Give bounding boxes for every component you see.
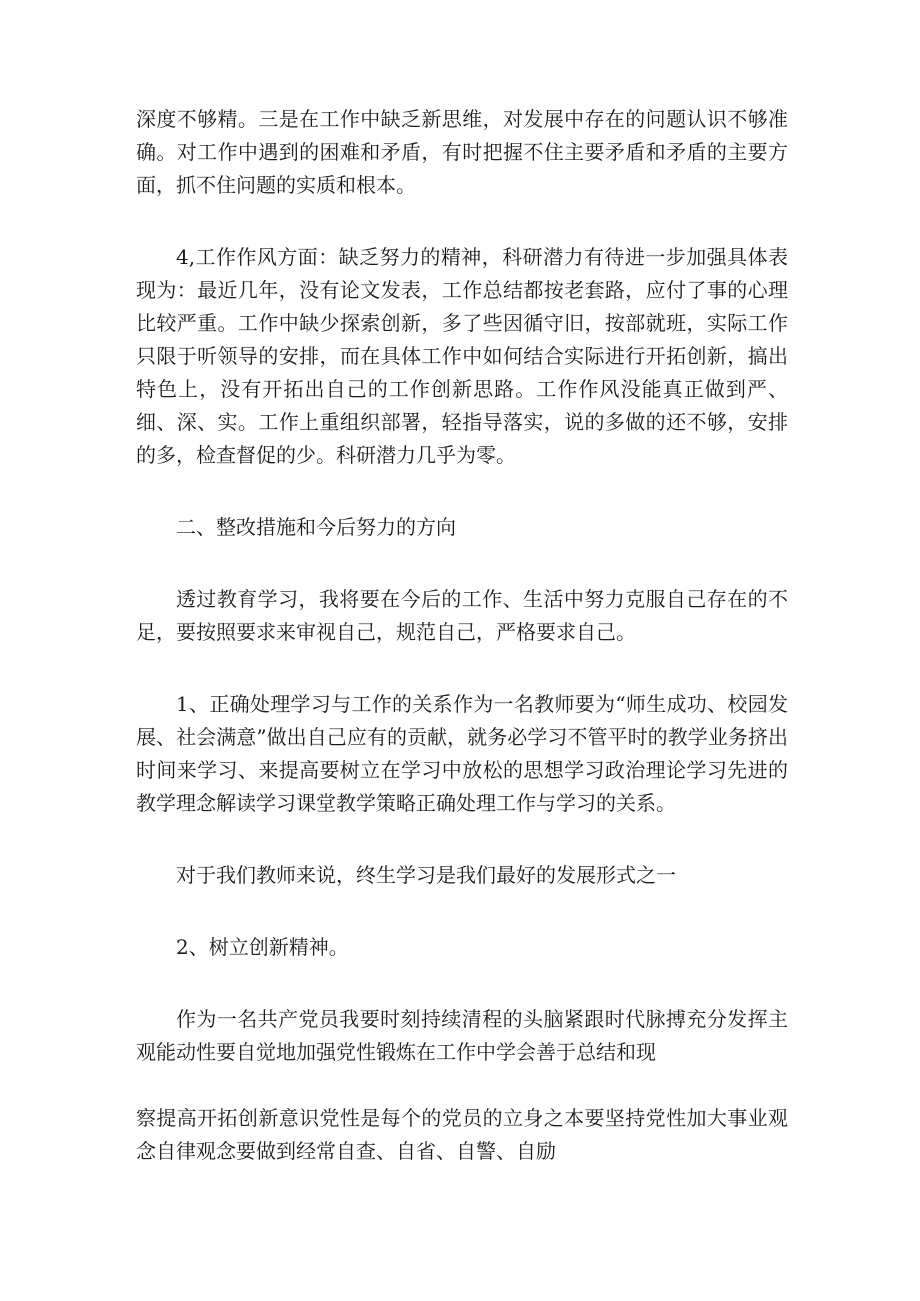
paragraph-study-work-relation: 1、正确处理学习与工作的关系作为一名教师要为“师生成功、校园发展、社会满意”做出自己应有的贡献，就务必学习不管平时的教学业务挤出时间来学习、来提高要树立在学习中放松的思想学习政治理论学习先进的教学理念解读学习课堂教学策略正确处理工作与学习的关系。 (136, 692, 788, 815)
paragraph-party-member: 作为一名共产党员我要时刻持续清程的头脑紧跟时代脉搏充分发挥主观能动性要自觉地加强党性锻炼在工作中学会善于总结和现 (136, 1007, 788, 1064)
paragraph-innovation-heading: 2、树立创新精神。 (176, 935, 349, 959)
section-heading-rectification: 二、整改措施和今后努力的方向 (176, 515, 456, 539)
paragraph-continuation: 深度不够精。三是在工作中缺乏新思维，对发展中存在的问题认识不够准确。对工作中遇到的困难和矛盾，有时把握不住主要矛盾和矛盾的主要方面，抓不住问题的实质和根本。 (136, 107, 788, 197)
paragraph-party-spirit: 察提高开拓创新意识党性是每个的党员的立身之本要坚持党性加大事业观念自律观念要做到经常自查、自省、自警、自励 (136, 1106, 788, 1163)
paragraph-lifelong-learning: 对于我们教师来说，终生学习是我们最好的发展形式之一 (176, 863, 676, 887)
paragraph-work-style: 4,工作作风方面：缺乏努力的精神，科研潜力有待进一步加强具体表现为：最近几年，没有论文发表，工作总结都按老套路，应付了事的心理比较严重。工作中缺少探索创新，多了些因循守旧，按部就班，实际工作只限于听领导的安排，而在具体工作中如何结合实际进行开拓创新，搞出特色上，没有开拓出自己的工作创新思路。工作作风没能真正做到严、细、深、实。工作上重组织部署，轻指导落实，说的多做的还不够，安排的多，检查督促的少。科研潜力几乎为零。 (136, 245, 788, 467)
paragraph-education-study: 透过教育学习，我将要在今后的工作、生活中努力克服自己存在的不足，要按照要求来审视自己，规范自己，严格要求自己。 (136, 587, 788, 644)
document-body (136, 103, 788, 1168)
